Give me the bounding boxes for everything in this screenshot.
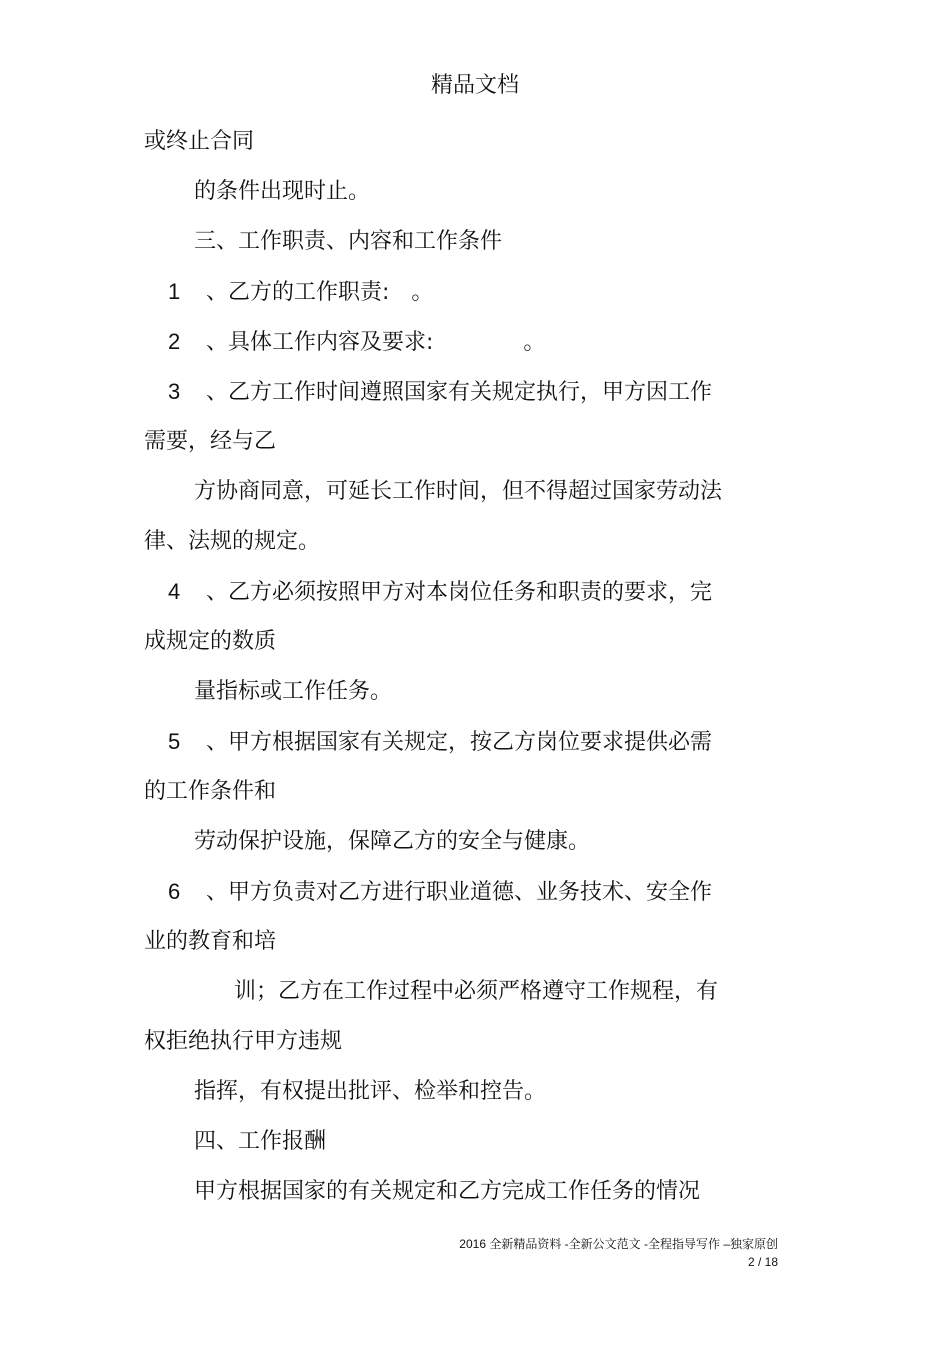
list-item-number: 3 — [168, 379, 181, 404]
paragraph-line: 方协商同意，可延长工作时间，但不得超过国家劳动法 — [194, 479, 723, 504]
list-item — [168, 326, 545, 359]
section-heading: 三、工作职责、内容和工作条件 — [194, 229, 503, 254]
paragraph-line: 训；乙方在工作过程中必须严格遵守工作规程，有 — [234, 979, 719, 1004]
paragraph-line: 律、法规的规定。 — [144, 529, 321, 554]
paragraph-line: 指挥，有权提出批评、检举和控告。 — [194, 1079, 547, 1104]
paragraph-line: 量指标或工作任务。 — [194, 679, 393, 704]
list-item-number: 2 — [168, 329, 181, 354]
footer-tagline: 2016 全新精品资料 -全新公文范文 -全程指导写作 –独家原创 — [459, 1237, 778, 1251]
list-item — [168, 726, 712, 759]
list-item-end: 。 — [411, 280, 434, 305]
list-item-number: 1 — [168, 279, 181, 304]
paragraph-line: 权拒绝执行甲方违规 — [144, 1029, 343, 1054]
list-item-text: 、乙方必须按照甲方对本岗位任务和职责的要求，完 — [206, 580, 713, 605]
list-item-number: 5 — [168, 729, 181, 754]
paragraph-line: 劳动保护设施，保障乙方的安全与健康。 — [194, 829, 591, 854]
paragraph-line: 的工作条件和 — [144, 779, 277, 804]
list-item — [168, 576, 712, 609]
paragraph-line: 或终止合同 — [144, 129, 255, 154]
list-item-number: 6 — [168, 879, 181, 904]
paragraph-line: 的条件出现时止。 — [194, 179, 371, 204]
list-item-text: 、乙方的工作职责: — [206, 280, 390, 305]
list-item — [168, 876, 712, 909]
list-item-text: 、具体工作内容及要求: — [206, 330, 434, 355]
list-item-end: 。 — [523, 330, 546, 355]
list-item-text: 、甲方根据国家有关规定，按乙方岗位要求提供必需 — [206, 730, 713, 755]
page-header-title: 精品文档 — [430, 73, 519, 98]
section-heading: 四、工作报酬 — [194, 1129, 327, 1154]
list-item-text: 、甲方负责对乙方进行职业道德、业务技术、安全作 — [206, 880, 713, 905]
paragraph-line: 成规定的数质 — [144, 629, 277, 654]
paragraph-line: 需要，经与乙 — [144, 429, 277, 454]
page-number: 2 / 18 — [747, 1255, 778, 1269]
paragraph-line: 甲方根据国家的有关规定和乙方完成工作任务的情况 — [194, 1179, 701, 1204]
paragraph-line: 业的教育和培 — [144, 929, 277, 954]
list-item — [168, 376, 712, 409]
list-item — [168, 276, 433, 309]
list-item-number: 4 — [168, 579, 181, 604]
list-item-text: 、乙方工作时间遵照国家有关规定执行，甲方因工作 — [206, 380, 713, 405]
